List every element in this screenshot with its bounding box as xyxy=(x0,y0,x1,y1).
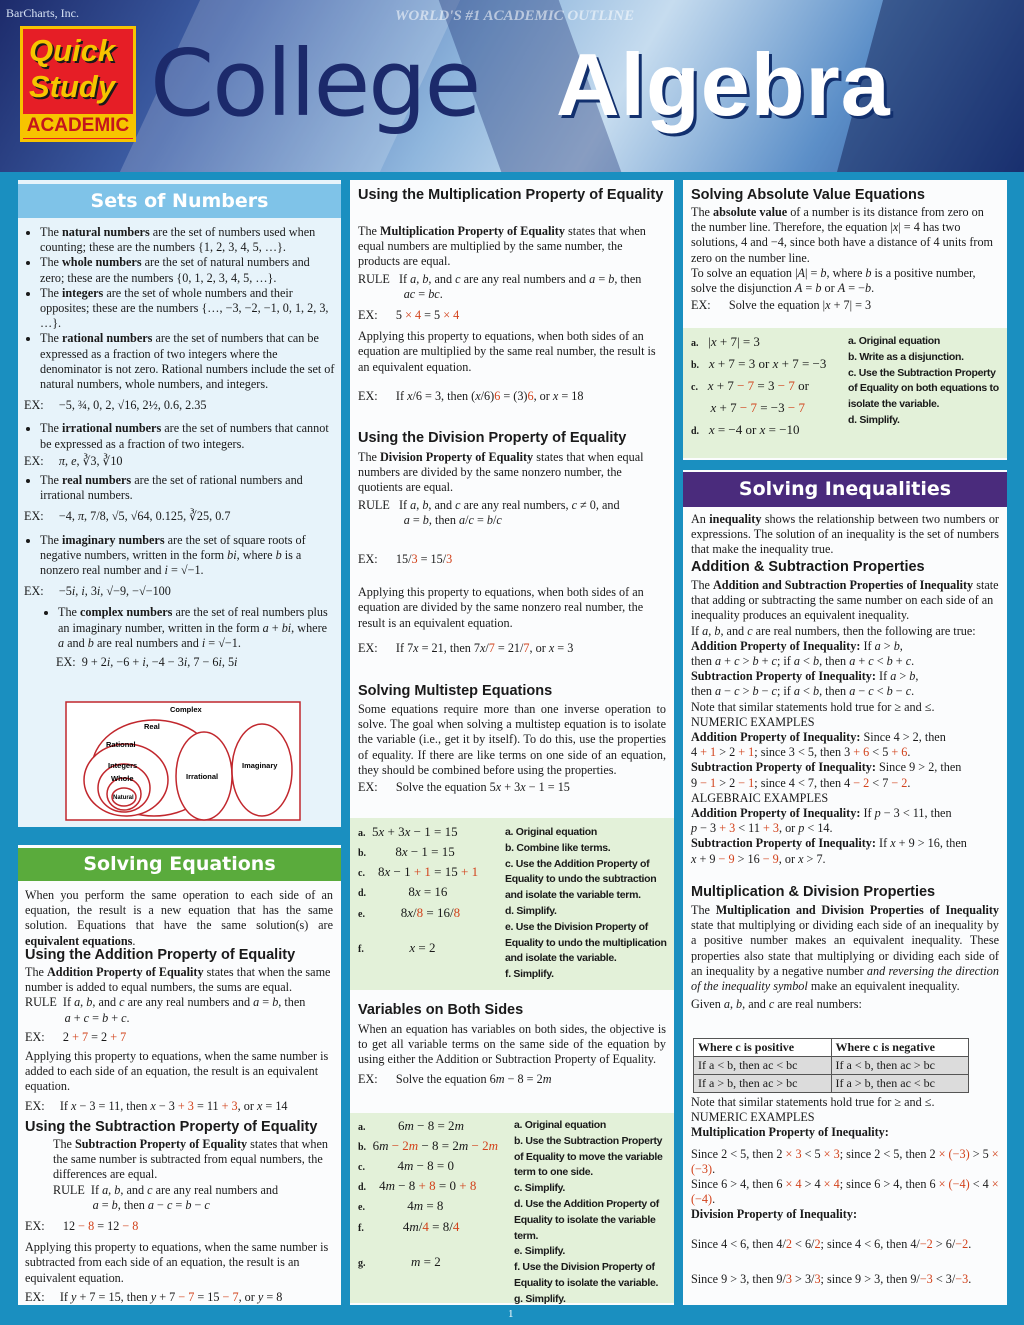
table-header: Where c is negative xyxy=(831,1039,969,1057)
variables-steps: a. 6m − 8 = 2m b. 6m − 2m − 8 = 2m − 2m c. 4m − 8 = 0 d. 4m − 8 + 8 = 0 + 8 e. 4m = 8 f. 4m/4 = 8/4 g. m = 2 xyxy=(358,1118,498,1269)
note-item: c. Simplify. xyxy=(514,1182,566,1195)
header-banner xyxy=(0,0,1024,172)
add-sub-properties-text: The Addition and Subtraction Properties of Inequality state that adding or subtracting the same number on each side of an inequality produces an equivalent inequality. If a, b, and c are real numbers, then the following are true: Addition Property of Inequality: If a > b, then a + c > b + c; if a < b, then a + c < b + c. Subtraction Property of Inequality: If a > b, then a − c > b − c; if a < b, then a − c < b − c. Note that similar statements hold true for ≥ and ≤. NUMERIC EXAMPLES Addition Property of Inequality: Since 4 > 2, then 4 + 1 > 2 + 1; since 3 < 5, then 3 + 6 < 5 + 6. Subtraction Property of Inequality: Since 9 > 2, then 9 − 1 > 2 − 1; since 4 < 7, then 4 − 2 < 7 − 2. ALGEBRAIC EXAMPLES Addition Property of Inequality: If p − 3 < 11, then p − 3 + 3 < 11 + 3, or p < 14. Subtraction Property of Inequality: If x + 9 > 16, then x + 9 − 9 > 16 − 9, or x > 7. xyxy=(691,578,999,866)
table-cell: If a > b, then ac > bc xyxy=(694,1075,832,1093)
label-irrational: Irrational xyxy=(186,772,219,781)
multistep-text: Some equations require more than one inverse operation to solve. The goal when solving a multistep equation is to isolate the variable (i.e., get it by itself). To do this, use the properties of equality. If there are like terms on one side of an equation, they should be combined before using the properties. EX: Solve the equation 5x + 3x − 1 = 15 xyxy=(358,702,666,795)
table-row xyxy=(694,1057,969,1075)
note-item: a. Original equation xyxy=(848,335,941,347)
note-item: c. Use the Subtraction Property of Equality on both equations to isolate the variable. xyxy=(848,366,999,411)
label-rational: Rational xyxy=(106,740,136,749)
heading-addition-property: Using the Addition Property of Equality xyxy=(25,947,296,963)
multistep-notes xyxy=(505,825,670,983)
mult-div-properties-text: The Multiplication and Division Properties of Inequality state that multiplying or dividing each side of an inequality by a positive number makes an equivalent inequality. These properties also state that multiplying or dividing each side of an inequality by a negative number and reversing the direction of the inequality symbol make an equivalent inequality. Given a, b, and c are real numbers: xyxy=(691,903,999,1012)
note-item: d. Simplify. xyxy=(505,904,557,917)
heading-division-property: Using the Division Property of Equality xyxy=(358,430,627,446)
logo-text: Study xyxy=(29,69,116,104)
heading-subtraction-property: Using the Subtraction Property of Equality xyxy=(25,1119,318,1135)
heading-absolute-value: Solving Absolute Value Equations xyxy=(691,187,925,203)
publisher-name: BarCharts, Inc. xyxy=(6,6,79,20)
inequality-table xyxy=(693,1038,969,1093)
table-row xyxy=(694,1075,969,1093)
note-item: a. Original equation xyxy=(505,826,598,838)
note-item: d. Use the Addition Property of Equality to isolate the variable term. xyxy=(514,1197,659,1242)
solving-equations-intro: When you perform the same operation to each side of an equation, the result is a new equation that has the same solution. Equations that have the same solution(s) are equivalent equations. xyxy=(25,888,333,948)
note-item: f. Use the Division Property of Equality to isolate the variable. xyxy=(514,1261,659,1289)
quickstudy-logo xyxy=(20,26,136,142)
label-natural: Natural xyxy=(113,795,134,801)
section-banner: Sets of Numbers xyxy=(18,184,341,218)
logo-text: ACADEMIC xyxy=(23,114,133,138)
note-item: b. Write as a disjunction. xyxy=(848,350,964,363)
label-real: Real xyxy=(144,722,160,731)
inequalities-intro: An inequality shows the relationship between two numbers or expressions. The solution of an inequality is the set of numbers that make the inequality true. xyxy=(691,512,999,557)
absolute-notes xyxy=(848,334,1003,429)
table-cell: If a < b, then ac > bc xyxy=(831,1057,969,1075)
note-item: e. Use the Division Property of Equality to undo the multiplication and isolate the variable. xyxy=(505,920,667,965)
addition-property-text: The Addition Property of Equality states that when the same number is added to equal numbers, the sums are equal. RULE If a, b, and c are any real numbers and a = b, then a + c = b + c. EX: 2 + 7 = 2 + 7 Applying this property to equations, when the same number is added to each side of an equation, the result is an equivalent equation. EX: If x − 3 = 11, then x − 3 + 3 = 11 + 3, or x = 14 xyxy=(25,965,331,1113)
tagline: WORLD'S #1 ACADEMIC OUTLINE xyxy=(395,8,635,24)
note-item: g. Simplify. xyxy=(514,1292,566,1305)
heading-multistep: Solving Multistep Equations xyxy=(358,683,553,699)
page-number: 1 xyxy=(508,1308,514,1320)
label-whole: Whole xyxy=(111,774,134,783)
number-sets-diagram xyxy=(64,700,304,824)
note-item: c. Use the Addition Property of Equality to undo the subtraction and isolate the variable term. xyxy=(505,857,657,902)
multistep-steps: a. 5x + 3x − 1 = 15 b. 8x − 1 = 15 c. 8x − 1 + 1 = 15 + 1 d. 8x = 16 e. 8x/8 = 16/8 f. x = 2 xyxy=(358,824,479,955)
multiplication-property-text: The Multiplication Property of Equality states that when equal numbers are multiplied by the same number, the products are equal. RULE If a, b, and c are any real numbers and a = b, then ac = bc. EX: 5 × 4 = 5 × 4 Applying this property to equations, when both sides of an equation are multiplied by the same real number, the result is an equivalent equation. EX: If x/6 = 3, then (x/6)6 = (3)6, or x = 18 xyxy=(358,224,656,403)
note-item: f. Simplify. xyxy=(505,968,554,981)
heading-mult-div-properties: Multiplication & Division Properties xyxy=(691,884,936,900)
heading-variables-both-sides: Variables on Both Sides xyxy=(358,1002,524,1018)
table-cell: If a > b, then ac < bc xyxy=(831,1075,969,1093)
page-title-part2: Algebra xyxy=(556,35,891,134)
variables-notes xyxy=(514,1118,670,1308)
label-complex: Complex xyxy=(170,705,202,714)
subtraction-property-text: The Subtraction Property of Equality states that when the same number is subtracted from equal numbers, the differences are equal. RULE If a, b, and c are any real numbers and a = b, then a − c = b − c EX: 12 − 8 = 12 − 8 Applying this property to equations, when the same number is subtracted from each side of an equation, the result is an equivalent equation. EX: If y + 7 = 15, then y + 7 − 7 = 15 − 7, or y = 8 xyxy=(25,1137,329,1304)
label-imaginary: Imaginary xyxy=(242,761,278,770)
label-integers: Integers xyxy=(108,761,138,770)
imaginary-set xyxy=(232,724,292,816)
page-title-part1: College xyxy=(150,30,480,137)
heading-multiplication-property: Using the Multiplication Property of Equality xyxy=(358,187,664,203)
note-item: e. Simplify. xyxy=(514,1245,566,1258)
absolute-steps: a. |x + 7| = 3 b. x + 7 = 3 or x + 7 = −3 c. x + 7 − 7 = 3 − 7 or x + 7 − 7 = −3 − 7 d. x = −4 or x = −10 xyxy=(691,334,827,437)
sets-text: • The natural numbers are the set of numbers used when counting; these are the numbers {1, 2, 3, 4, 5, …}. • The whole numbers are the set of natural numbers and zero; these are the numbers {0, 1, 2, 3, 4, 5, …}. • The integers are the set of whole numbers and their opposites; these are the numbers {…, −3, −2, −1, 0, 1, 2, 3, …}. • The rational numbers are the set of numbers that can be expressed as a fraction of two integers where the denominator is not zero. Rational numbers include the set of natural numbers, whole numbers, and integers. EX: −5, ¾, 0, 2, √16, 2½, 0.6, 2.35 • The irrational numbers are the set of numbers that cannot be expressed as a fraction of two integers. EX: π, e, ∛3, ∛10 • The real numbers are the set of rational numbers and irrational numbers. EX: −4, π, 7/8, √5, √64, 0.125, ∛25, 0.7 • The imaginary numbers are the set of square roots of negative numbers, written in the form bi, where b is a nonzero real number and i = √−1. EX: −5i, i, 3i, √−9, −√−100 • The complex numbers are the set of real numbers plus an imaginary number, written in the form a + bi, where a and b are real numbers and i = √−1. EX: 9 + 2i, −6 + i, −4 − 3i, 7 − 6i, 5i xyxy=(24,225,336,670)
note-item: b. Use the Subtraction Property of Equality to move the variable term to one side. xyxy=(514,1134,663,1179)
variables-both-sides-text: When an equation has variables on both sides, the objective is to get all variable terms on the same side of the equation by using either the Addition or Subtraction Property of Equality. EX: Solve the equation 6m − 8 = 2m xyxy=(358,1022,666,1086)
division-property-text: The Division Property of Equality states that when equal numbers are divided by the same nonzero number, the quotients are equal. RULE If a, b, and c are any real numbers, c ≠ 0, and a = b, then a/c = b/c EX: 15/3 = 15/3 Applying this property to equations, when both sides of an equation are divided by the same nonzero real number, the result is an equivalent equation. EX: If 7x = 21, then 7x/7 = 21/7, or x = 3 xyxy=(358,450,644,655)
mult-div-examples: Note that similar statements hold true for ≥ and ≤. NUMERIC EXAMPLES Multiplication Property of Inequality: Since 2 < 5, then 2 × 3 < 5 × 3; since 2 < 5, then 2 × (−3) > 5 × (−3). Since 6 > 4, then 6 × 4 > 4 × 4; since 6 > 4, then 6 × (−4) < 4 × (−4). Division Property of Inequality: Since 4 < 6, then 4/2 < 6/2; since 4 < 6, then 4/−2 > 6/−2. Since 9 > 3, then 9/3 > 3/3; since 9 > 3, then 9/−3 < 3/−3. xyxy=(691,1095,999,1286)
heading-add-sub-properties: Addition & Subtraction Properties xyxy=(691,559,925,575)
note-item: a. Original equation xyxy=(514,1119,607,1131)
table-header: Where c is positive xyxy=(694,1039,832,1057)
section-banner: Solving Inequalities xyxy=(683,472,1007,507)
logo-text: Quick xyxy=(29,33,116,68)
table-cell: If a < b, then ac < bc xyxy=(694,1057,832,1075)
note-item: d. Simplify. xyxy=(848,413,900,426)
section-banner: Solving Equations xyxy=(18,848,341,881)
note-item: b. Combine like terms. xyxy=(505,841,611,854)
absolute-value-text: The absolute value of a number is its distance from zero on the number line. Therefore, the equation |x| = 4 has two solutions, 4 and −4, since both have a distance of 4 units from zero on the number line. To solve an equation |A| = b, where b is a positive number, solve the disjunction A = b or A = −b. EX: Solve the equation |x + 7| = 3 xyxy=(691,205,994,313)
